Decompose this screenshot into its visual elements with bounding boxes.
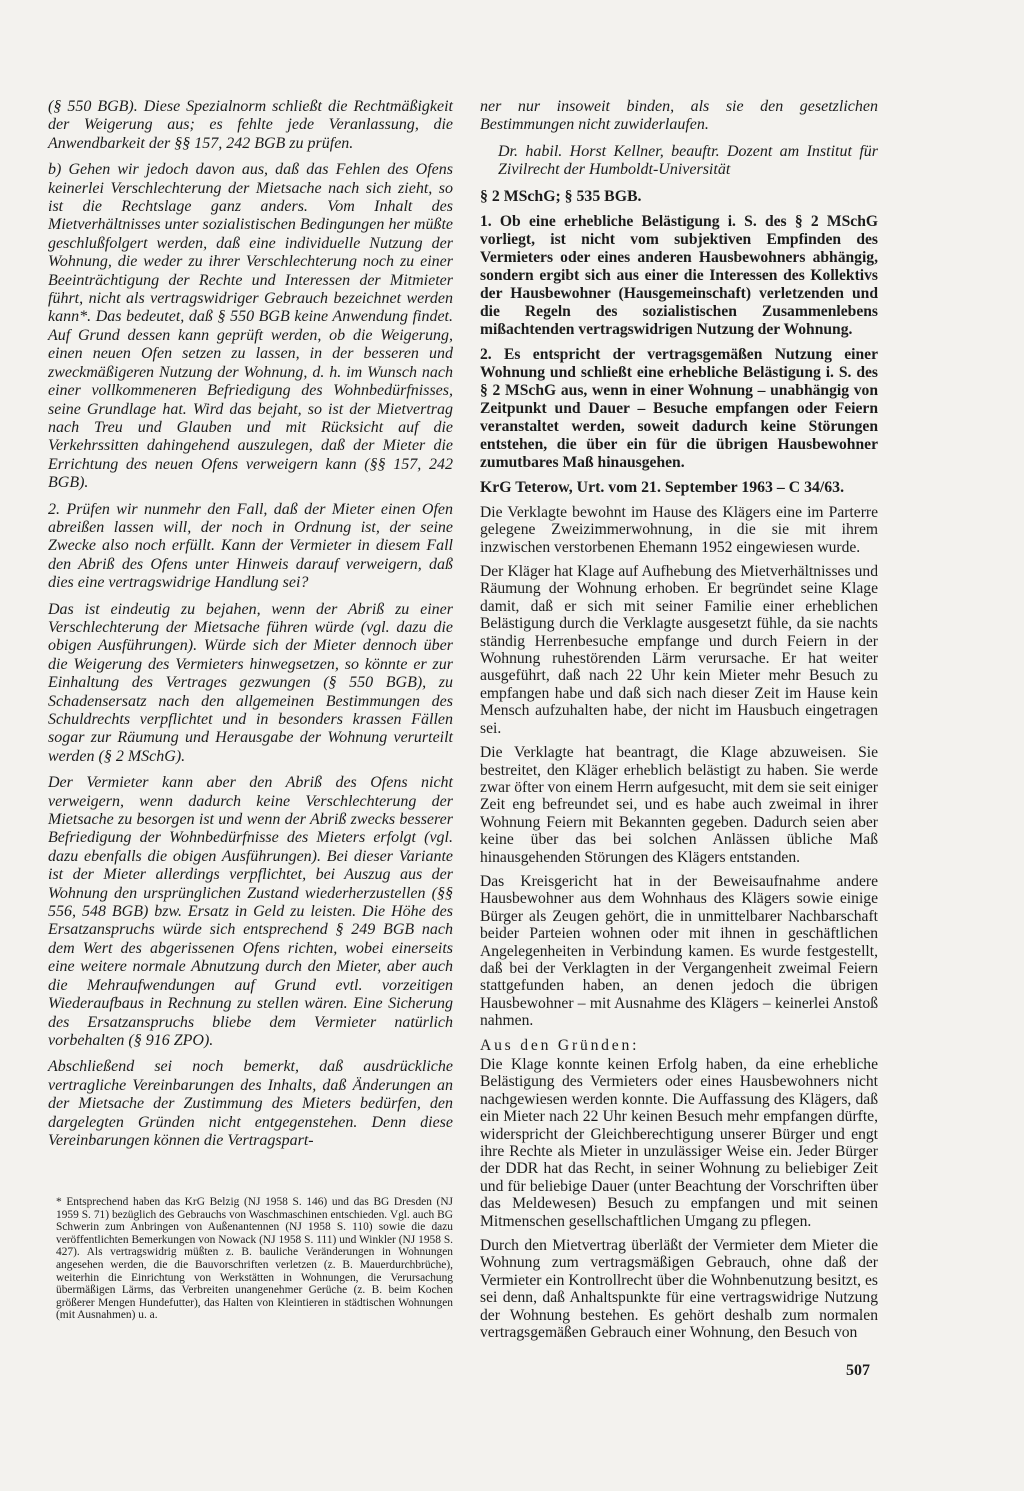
body-paragraph-3: Die Verklagte hat beantragt, die Klage abzuweisen. Sie bestreitet, den Kläger erheblich belästigt zu haben. Sie werde zwar öfter von einem Herrn aufgesucht, mit dem sie seit einiger Zeit eng befreundet sei, und es habe auch zweimal in ihrer Wohnung Feiern mit Bekannten gegeben. Dadurch seien aber keine über das bei solchen Anlässen übliche Maß hinausgehenden Störungen des Klägers entstanden. bbox=[480, 744, 878, 866]
footnote-text: * Entsprechend haben das KrG Belzig (NJ 1958 S. 146) und das BG Dresden (NJ 1959 S. 71) bezüglich des Gebrauchs von Waschmaschinen entschieden. Vgl. auch BG Schwerin zum Anbringen von Außenantennen (NJ 1958 S. 110) sowie die dazu veröffentlichten Bemerkungen von Nowack (NJ 1958 S. 111) und Winkler (NJ 1958 S. 427). Als vertragswidrig müßten z. B. bauliche Veränderungen in Wohnungen angesehen werden, die die Bauvorschriften verletzen (z. B. Mauerdurchbrüche), weiterhin die Einrichtung von Werkstätten in Wohnungen, die Verursachung übermäßigen Lärms, das Verbreiten unangenehmer Gerüche (z. B. beim Kochen größerer Mengen Hundefutter), das Halten von Kleintieren in städtischen Wohnungen (mit Ausnahmen) u. a. bbox=[56, 1196, 453, 1322]
right-column bbox=[480, 98, 878, 1349]
headnote-1: 1. Ob eine erhebliche Belästigung i. S. des § 2 MSchG vorliegt, ist nicht vom subjektiven Empfinden des Vermieters oder eines anderen Hausbewohners abhängig, sondern ergibt sich aus einer die Interessen des Kollektivs der Hausbewohner (Hausgemeinschaft) verletzenden und die Regeln des sozialistischen Zusammenlebens mißachtenden vertragswidrigen Nutzung der Wohnung. bbox=[480, 212, 878, 338]
headnote-2: 2. Es entspricht der vertragsgemäßen Nutzung einer Wohnung und schließt eine erhebliche Belästigung i. S. des § 2 MSchG aus, wenn in einer Wohnung – unabhängig von Zeitpunkt und Dauer – Besuche empfangen oder Feiern veranstaltet werden, soweit dadurch keine Störungen entstehen, die über ein für die übrigen Hausbewohner zumutbares Maß hinausgehen. bbox=[480, 345, 878, 471]
body-paragraph-2: Der Kläger hat Klage auf Aufhebung des Mietverhältnisses und Räumung der Wohnung erhoben. Er begründet seine Klage damit, daß er sich mit seiner Familie einer erheblichen Belästigung durch die Verklagte ausgesetzt fühle, da sie nachts ständig Herrenbesuche empfange und durch Feiern in der Wohnung ruhestörenden Lärm verursache. Er hat weiter ausgeführt, daß nach 22 Uhr kein Mieter mehr Besuch zu empfangen habe und daß sich nach dieser Zeit im Hause kein Mensch aufzuhalten habe, der nicht im Hausbuch eingetragen sei. bbox=[480, 563, 878, 737]
reasons-paragraph-2: Durch den Mietvertrag überläßt der Vermieter dem Mieter die Wohnung zum vertragsmäßigen Gebrauch, ohne daß der Vermieter ein Kontrollrecht über die Wohnbenutzung besitzt, es sei denn, daß Anhaltspunkte für eine vertragswidrige Nutzung der Wohnung bestehen. Es gehört deshalb zum normalen vertragsgemäßen Gebrauch einer Wohnung, den Besuch von bbox=[480, 1237, 878, 1342]
left-paragraph-5: Der Vermieter kann aber den Abriß des Ofens nicht verweigern, wenn dadurch keine Verschlechterung der Mietsache zu besorgen ist und wenn der Abriß zwecks besserer Befriedigung der Wohnbedürfnisse des Mieters erfolgt (vgl. dazu ebenfalls die obigen Ausführungen). Bei dieser Variante ist der Mieter allerdings verpflichtet, bei Auszug aus der Wohnung den ursprünglichen Zustand wiederherzustellen (§§ 556, 548 BGB) bzw. Ersatz in Geld zu leisten. Die Höhe des Ersatzanspruchs würde sich entsprechend § 249 BGB nach dem Wert des abgerissenen Ofens richten, wobei einerseits eine weitere normale Abnutzung durch den Mieter, aber auch die Mehraufwendungen auf Grund evtl. vorzeitigen Wiederaufbaus in Rechnung zu stellen wären. Eine Sicherung des Ersatzanspruchs bliebe dem Vermieter natürlich vorbehalten (§ 916 ZPO). bbox=[48, 774, 453, 1049]
statute-heading: § 2 MSchG; § 535 BGB. bbox=[480, 187, 642, 205]
left-paragraph-3: 2. Prüfen wir nunmehr den Fall, daß der Mieter einen Ofen abreißen lassen will, der noch in Ordnung ist, der seine Zwecke also noch erfüllt. Kann der Vermieter in diesem Fall den Abriß des Ofens unter Hinweis darauf verweigern, daß dies eine vertragswidrige Handlung sei? bbox=[48, 500, 453, 592]
author-attribution: Dr. habil. Horst Kellner, beauftr. Dozent am Institut für Zivilrecht der Humboldt-Universität bbox=[498, 142, 878, 179]
left-column bbox=[48, 98, 453, 1158]
case-citation: KrG Teterow, Urt. vom 21. September 1963 – C 34/63. bbox=[480, 478, 845, 496]
body-paragraph-1: Die Verklagte bewohnt im Hause des Klägers eine im Parterre gelegene Zweizimmerwohnung, in die sie mit ihrem inzwischen verstorbenen Ehemann 1952 eingewiesen wurde. bbox=[480, 503, 878, 556]
body-paragraph-4: Das Kreisgericht hat in der Beweisaufnahme andere Hausbewohner aus dem Wohnhaus des Klägers sowie einige Bürger als Zeugen gehört, die in unmittelbarer Nachbarschaft beider Parteien wohnen oder mit ihnen in geschäftlichen Angelegenheiten in Verbindung kamen. Es wurde festgestellt, daß bei der Verklagten in der Vergangenheit zweimal Feiern stattgefunden haben, an denen jedoch die übrigen Hausbewohner – mit Ausnahme des Klägers – keinerlei Anstoß nahmen. bbox=[480, 872, 878, 1030]
left-paragraph-1: (§ 550 BGB). Diese Spezialnorm schließt die Rechtmäßigkeit der Weigerung aus; es fehlte jede Veranlassung, die Anwendbarkeit der §§ 157, 242 BGB zu prüfen. bbox=[48, 98, 453, 152]
left-paragraph-2: b) Gehen wir jedoch davon aus, daß das Fehlen des Ofens keinerlei Verschlechterung der Mietsache nach sich zieht, so ist die Rechtslage ganz anders. Vom Inhalt des Mietverhältnisses unter sozialistischen Bedingungen her müßte geschlußfolgert werden, daß eine individuelle Nutzung der Wohnung, die weder zu ihrer Verschlechterung noch zu einer Beeinträchtigung der Rechte und Interessen der Mitmieter führt, nicht als vertragswidriger Gebrauch bezeichnet werden kann*. Das bedeutet, daß § 550 BGB keine Anwendung findet. Auf Grund dessen kann geprüft werden, ob die Weigerung, einen neuen Ofen setzen zu lassen, in der besseren und zweckmäßigeren Nutzung der Wohnung, d. h. im Wunsch nach einer vollkommeneren Befriedigung des Wohnbedürfnisses, seine Grundlage hat. Wird das bejaht, so ist der Mietvertrag nach Treu und Glauben und mit Rücksicht auf die Verkehrssitten dahingehend auszulegen, daß der Mieter die Errichtung des neuen Ofens verweigern kann (§§ 157, 242 BGB). bbox=[48, 161, 453, 492]
footnote bbox=[56, 1196, 453, 1322]
page-number: 507 bbox=[846, 1362, 870, 1379]
left-paragraph-6: Abschließend sei noch bemerkt, daß ausdrückliche vertragliche Vereinbarungen des Inhalts, daß Änderungen an der Mietsache der Zustimmung des Mieters bedürfen, den dargelegten Gründen nicht entgegenstehen. Denn diese Vereinbarungen können die Vertragspart- bbox=[48, 1058, 453, 1149]
reasons-paragraph-1: Die Klage konnte keinen Erfolg haben, da eine erhebliche Belästigung des Vermieters oder eines Hausbewohners nicht nachgewiesen werden konnte. Die Auffassung des Klägers, daß ein Mieter nach 22 Uhr keinen Besuch mehr empfangen dürfte, widerspricht der Gleichberechtigung unserer Bürger und engt ihre Rechte als Mieter in unzulässiger Weise ein. Jeder Bürger der DDR hat das Recht, in seiner Wohnung zu beliebiger Zeit und für beliebige Dauer (unter Beachtung der Vorschriften über das Meldewesen) Besuch zu empfangen und mit seinen Mitmenschen gesellschaftlichen Umgang zu pflegen. bbox=[480, 1056, 878, 1230]
left-paragraph-4: Das ist eindeutig zu bejahen, wenn der Abriß zu einer Verschlechterung der Mietsache führen würde (vgl. dazu die obigen Ausführungen). Würde sich der Mieter dennoch über die Weigerung des Vermieters hinwegsetzen, so könnte er zur Einhaltung des Vertrages gezwungen (§ 550 BGB), zu Schadensersatz nach den allgemeinen Bestimmungen des Schuldrechts verpflichtet und in besonders krassen Fällen sogar zur Räumung und Herausgabe der Wohnung verurteilt werden (§ 2 MSchG). bbox=[48, 600, 453, 765]
reasons-heading: Aus den Gründen: bbox=[480, 1036, 640, 1054]
continuation-text: ner nur insoweit binden, als sie den gesetzlichen Bestimmungen nicht zuwiderlaufen. bbox=[480, 98, 878, 134]
